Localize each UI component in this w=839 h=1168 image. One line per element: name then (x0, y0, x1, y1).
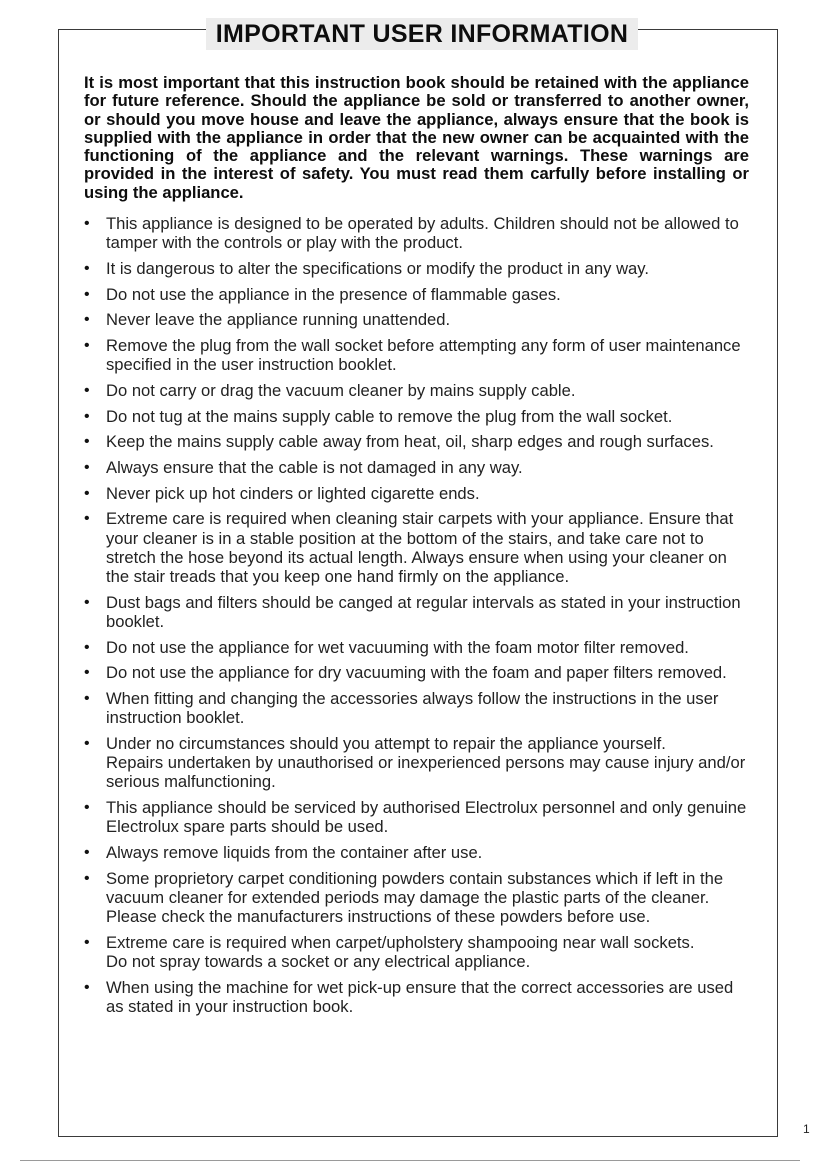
safety-rule-text: Extreme care is required when carpet/upholstery shampooing near wall sockets. (106, 932, 695, 952)
bullet-icon: • (84, 869, 90, 887)
bullet-icon: • (84, 510, 90, 528)
safety-rule-text: Repairs undertaken by unauthorised or inexperienced persons may cause injury and/or serious malfunctioning. (106, 753, 746, 792)
safety-rule-text: Extreme care is required when cleaning stair carpets with your appliance. Ensure that your cleaner is in a stable position at the bottom of the stairs, and take care not to stretch the hose beyond its actual length. Always ensure when using your cleaner on the stair treads that you keep one hand firmly on the appliance. (106, 509, 734, 587)
safety-rule-item (84, 432, 749, 451)
bullet-icon: • (84, 593, 90, 611)
safety-rule-text: Never leave the appliance running unattended. (106, 310, 451, 330)
page-border-top-left (58, 29, 208, 30)
safety-rule-text: Always remove liquids from the container after use. (106, 842, 483, 862)
safety-rule-item (84, 458, 749, 477)
safety-rule-item (84, 843, 749, 862)
bullet-icon: • (84, 734, 90, 752)
safety-rule-text: Remove the plug from the wall socket before attempting any form of user maintenance specified in the user instruction booklet. (106, 336, 741, 375)
safety-rule-item (84, 689, 749, 727)
bullet-icon: • (84, 664, 90, 682)
bullet-icon: • (84, 484, 90, 502)
safety-rule-item (84, 381, 749, 400)
safety-rule-text: When using the machine for wet pick-up ensure that the correct accessories are used as stated in your instruction book. (106, 977, 734, 1016)
bullet-icon: • (84, 978, 90, 996)
safety-rule-text: This appliance should be serviced by authorised Electrolux personnel and only genuine Electrolux spare parts should be used. (106, 798, 747, 837)
safety-rule-item (84, 734, 749, 792)
safety-rule-text: Never pick up hot cinders or lighted cigarette ends. (106, 483, 480, 503)
safety-rule-item (84, 798, 749, 836)
bullet-icon: • (84, 433, 90, 451)
safety-rule-item (84, 285, 749, 304)
title-banner (206, 18, 638, 50)
bullet-icon: • (84, 285, 90, 303)
safety-rule-item (84, 638, 749, 657)
bullet-icon: • (84, 459, 90, 477)
bullet-icon: • (84, 799, 90, 817)
bullet-icon: • (84, 638, 90, 656)
safety-rule-item (84, 978, 749, 1016)
safety-rule-text: Do not use the appliance for dry vacuuming with the foam and paper filters removed. (106, 663, 727, 683)
safety-rule-text: Do not use the appliance in the presence of flammable gases. (106, 284, 561, 304)
safety-rules-list (84, 214, 749, 1023)
safety-rule-item (84, 593, 749, 631)
intro-paragraph: It is most important that this instruction book should be retained with the appliance for future reference. Should the appliance be sold or transferred to another owner, or should you move house and leave the appliance, always ensure that the book is supplied with the appliance in order that the new owner can be acquainted with the functioning of the appliance and the relevant warnings. These warnings are provided in the interest of safety. You must read them carfully before installing or using the appliance. (84, 73, 749, 202)
bullet-icon: • (84, 259, 90, 277)
page-title: IMPORTANT USER INFORMATION (215, 19, 629, 48)
page-border-top-right (636, 29, 778, 30)
safety-rule-text: Some proprietory carpet conditioning powders contain substances which if left in the vacuum cleaner for extended periods may damage the plastic parts of the cleaner. Please check the manufacturers instructions of these powders before use. (106, 868, 724, 927)
safety-rule-text: Always ensure that the cable is not damaged in any way. (106, 458, 523, 478)
bullet-icon: • (84, 311, 90, 329)
safety-rule-item (84, 214, 749, 252)
safety-rule-text: Dust bags and filters should be canged at regular intervals as stated in your instruction booklet. (106, 592, 741, 631)
safety-rule-item (84, 663, 749, 682)
bullet-icon: • (84, 690, 90, 708)
bullet-icon: • (84, 337, 90, 355)
safety-rule-item (84, 484, 749, 503)
bullet-icon: • (84, 215, 90, 232)
safety-rule-item (84, 310, 749, 329)
safety-rule-item (84, 407, 749, 426)
safety-rule-item (84, 933, 749, 971)
safety-rule-text: This appliance is designed to be operated by adults. Children should not be allowed to tamper with the controls or play with the product. (106, 214, 739, 253)
bottom-rule (20, 1160, 800, 1161)
safety-rule-item (84, 869, 749, 927)
bullet-icon: • (84, 843, 90, 861)
safety-rule-text: Do not use the appliance for wet vacuuming with the foam motor filter removed. (106, 637, 689, 657)
page-number: 1 (803, 1122, 810, 1136)
safety-rule-text: When fitting and changing the accessories always follow the instructions in the user instruction booklet. (106, 689, 719, 728)
safety-rule-item (84, 259, 749, 278)
safety-rule-text: Do not spray towards a socket or any electrical appliance. (106, 952, 531, 971)
safety-rule-text: Under no circumstances should you attempt to repair the appliance yourself. (106, 733, 666, 753)
safety-rule-text: Do not carry or drag the vacuum cleaner by mains supply cable. (106, 380, 576, 400)
safety-rule-item (84, 509, 749, 586)
bullet-icon: • (84, 933, 90, 951)
bullet-icon: • (84, 381, 90, 399)
safety-rule-text: Keep the mains supply cable away from heat, oil, sharp edges and rough surfaces. (106, 432, 714, 452)
bullet-icon: • (84, 407, 90, 425)
safety-rule-text: Do not tug at the mains supply cable to remove the plug from the wall socket. (106, 406, 673, 426)
safety-rule-text: It is dangerous to alter the specifications or modify the product in any way. (106, 258, 649, 278)
safety-rule-item (84, 336, 749, 374)
